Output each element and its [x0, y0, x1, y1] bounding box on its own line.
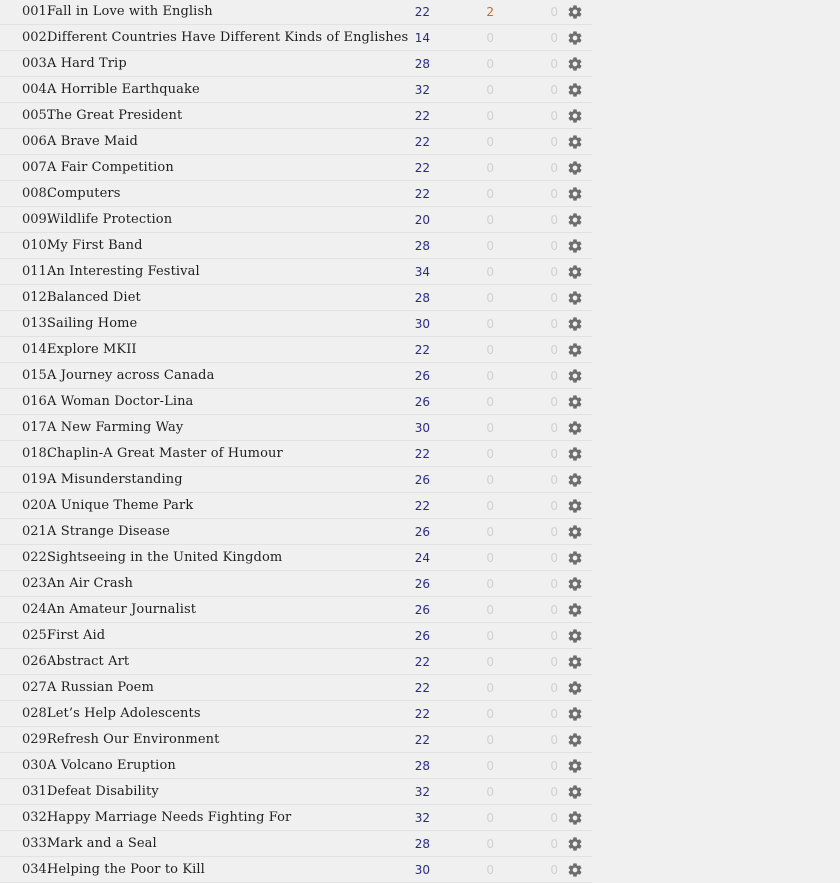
word-count-mastered: 0	[550, 421, 558, 435]
gear-icon[interactable]	[567, 290, 583, 306]
word-count-learned: 0	[486, 837, 494, 851]
lesson-row-022[interactable]	[0, 545, 592, 571]
word-count-mastered: 0	[550, 317, 558, 331]
gear-icon[interactable]	[567, 368, 583, 384]
lesson-title[interactable]: A Volcano Eruption	[47, 758, 176, 773]
word-count-learned: 0	[486, 629, 494, 643]
word-count-learned: 0	[486, 473, 494, 487]
lesson-title[interactable]: Mark and a Seal	[47, 836, 157, 851]
lesson-row-025[interactable]	[0, 623, 592, 649]
gear-icon[interactable]	[567, 108, 583, 124]
word-count-total: 30	[414, 317, 430, 331]
gear-icon[interactable]	[567, 82, 583, 98]
gear-icon[interactable]	[567, 758, 583, 774]
word-count-total: 26	[414, 369, 430, 383]
lesson-number: 026.	[22, 654, 51, 669]
lesson-row-028[interactable]	[0, 701, 592, 727]
lesson-number: 034.	[22, 862, 51, 877]
lesson-number: 018.	[22, 446, 51, 461]
gear-icon[interactable]	[567, 654, 583, 670]
lesson-row-015[interactable]	[0, 363, 592, 389]
word-count-mastered: 0	[550, 863, 558, 877]
gear-icon[interactable]	[567, 524, 583, 540]
word-count-total: 28	[414, 291, 430, 305]
lesson-title[interactable]: Computers	[47, 186, 121, 201]
lesson-title[interactable]: A Strange Disease	[47, 524, 170, 539]
word-count-mastered: 0	[550, 733, 558, 747]
lesson-row-005[interactable]	[0, 103, 592, 129]
word-count-total: 32	[414, 83, 430, 97]
word-count-learned: 0	[486, 603, 494, 617]
word-count-total: 28	[414, 57, 430, 71]
lesson-number: 025.	[22, 628, 51, 643]
word-count-total: 28	[414, 239, 430, 253]
word-count-mastered: 0	[550, 135, 558, 149]
gear-icon[interactable]	[567, 238, 583, 254]
lesson-title[interactable]: Refresh Our Environment	[47, 732, 220, 747]
word-count-mastered: 0	[550, 369, 558, 383]
gear-icon[interactable]	[567, 4, 583, 20]
lesson-row-009[interactable]	[0, 207, 592, 233]
lesson-number: 027.	[22, 680, 51, 695]
word-count-learned: 0	[486, 655, 494, 669]
lesson-number: 006.	[22, 134, 51, 149]
gear-icon[interactable]	[567, 602, 583, 618]
word-count-learned: 0	[486, 369, 494, 383]
word-count-mastered: 0	[550, 473, 558, 487]
word-count-learned: 0	[486, 707, 494, 721]
lesson-title[interactable]: A Journey across Canada	[47, 368, 215, 383]
word-count-mastered: 0	[550, 811, 558, 825]
word-count-mastered: 0	[550, 343, 558, 357]
gear-icon[interactable]	[567, 550, 583, 566]
lesson-number: 031.	[22, 784, 51, 799]
word-count-learned: 0	[486, 187, 494, 201]
word-count-total: 26	[414, 577, 430, 591]
lesson-title[interactable]: An Air Crash	[47, 576, 133, 591]
lesson-title[interactable]: An Amateur Journalist	[47, 602, 197, 617]
lesson-title[interactable]: Helping the Poor to Kill	[47, 862, 205, 877]
word-count-learned: 0	[486, 551, 494, 565]
lesson-row-026[interactable]	[0, 649, 592, 675]
gear-icon[interactable]	[567, 264, 583, 280]
lesson-title[interactable]: A Horrible Earthquake	[47, 82, 200, 97]
lesson-row-016[interactable]	[0, 389, 592, 415]
word-count-total: 22	[414, 187, 430, 201]
word-count-total: 32	[414, 811, 430, 825]
lesson-row-019[interactable]	[0, 467, 592, 493]
gear-icon[interactable]	[567, 316, 583, 332]
gear-icon[interactable]	[567, 862, 583, 878]
lesson-row-024[interactable]	[0, 597, 592, 623]
word-count-total: 22	[414, 707, 430, 721]
word-count-learned: 0	[486, 109, 494, 123]
lesson-number: 029.	[22, 732, 51, 747]
word-count-mastered: 0	[550, 681, 558, 695]
lesson-row-023[interactable]	[0, 571, 592, 597]
lesson-number: 022.	[22, 550, 51, 565]
word-count-mastered: 0	[550, 187, 558, 201]
word-count-mastered: 0	[550, 161, 558, 175]
gear-icon[interactable]	[567, 628, 583, 644]
word-count-total: 22	[414, 343, 430, 357]
gear-icon[interactable]	[567, 446, 583, 462]
gear-icon[interactable]	[567, 810, 583, 826]
word-count-mastered: 0	[550, 525, 558, 539]
word-count-total: 22	[414, 499, 430, 513]
word-count-learned: 0	[486, 265, 494, 279]
lesson-row-014[interactable]	[0, 337, 592, 363]
word-count-mastered: 0	[550, 57, 558, 71]
word-count-learned: 0	[486, 291, 494, 305]
word-count-learned: 0	[486, 135, 494, 149]
lesson-row-034[interactable]	[0, 857, 592, 883]
gear-icon[interactable]	[567, 836, 583, 852]
lesson-title[interactable]: A Brave Maid	[47, 134, 138, 149]
gear-icon[interactable]	[567, 212, 583, 228]
word-count-learned: 0	[486, 239, 494, 253]
word-count-learned: 2	[486, 5, 494, 19]
lesson-row-001[interactable]	[0, 0, 592, 25]
lesson-row-013[interactable]	[0, 311, 592, 337]
lesson-row-012[interactable]	[0, 285, 592, 311]
gear-icon[interactable]	[567, 680, 583, 696]
lesson-title[interactable]: A Unique Theme Park	[47, 498, 194, 513]
lesson-number: 009.	[22, 212, 51, 227]
lesson-title[interactable]: Explore MKII	[47, 342, 137, 357]
word-count-mastered: 0	[550, 629, 558, 643]
lesson-number: 012.	[22, 290, 51, 305]
lesson-number: 014.	[22, 342, 51, 357]
word-count-mastered: 0	[550, 31, 558, 45]
word-count-mastered: 0	[550, 551, 558, 565]
word-count-learned: 0	[486, 577, 494, 591]
word-count-mastered: 0	[550, 83, 558, 97]
gear-icon[interactable]	[567, 342, 583, 358]
lesson-title[interactable]: My First Band	[47, 238, 143, 253]
word-count-learned: 0	[486, 343, 494, 357]
word-count-learned: 0	[486, 499, 494, 513]
lesson-row-033[interactable]	[0, 831, 592, 857]
gear-icon[interactable]	[567, 420, 583, 436]
word-count-learned: 0	[486, 447, 494, 461]
lesson-number: 008.	[22, 186, 51, 201]
word-count-total: 22	[414, 655, 430, 669]
word-count-total: 22	[414, 5, 430, 19]
word-count-learned: 0	[486, 213, 494, 227]
word-count-total: 26	[414, 395, 430, 409]
lesson-row-004[interactable]	[0, 77, 592, 103]
word-count-learned: 0	[486, 57, 494, 71]
word-count-mastered: 0	[550, 291, 558, 305]
lesson-row-011[interactable]	[0, 259, 592, 285]
lesson-number: 010.	[22, 238, 51, 253]
word-count-mastered: 0	[550, 239, 558, 253]
word-count-mastered: 0	[550, 265, 558, 279]
word-count-learned: 0	[486, 83, 494, 97]
word-count-learned: 0	[486, 525, 494, 539]
lesson-row-032[interactable]	[0, 805, 592, 831]
gear-icon[interactable]	[567, 576, 583, 592]
word-count-total: 22	[414, 135, 430, 149]
gear-icon[interactable]	[567, 472, 583, 488]
lesson-row-027[interactable]	[0, 675, 592, 701]
word-count-mastered: 0	[550, 213, 558, 227]
word-count-total: 26	[414, 603, 430, 617]
lesson-title[interactable]: A New Farming Way	[47, 420, 184, 435]
lesson-number: 017.	[22, 420, 51, 435]
lesson-title[interactable]: Sightseeing in the United Kingdom	[47, 550, 283, 565]
gear-icon[interactable]	[567, 160, 583, 176]
word-count-total: 22	[414, 109, 430, 123]
word-count-total: 32	[414, 785, 430, 799]
lesson-number: 004.	[22, 82, 51, 97]
word-count-learned: 0	[486, 785, 494, 799]
lesson-number: 002.	[22, 30, 51, 45]
word-count-learned: 0	[486, 863, 494, 877]
lesson-number: 011.	[22, 264, 51, 279]
word-count-learned: 0	[486, 759, 494, 773]
gear-icon[interactable]	[567, 498, 583, 514]
lesson-title[interactable]: First Aid	[47, 628, 106, 643]
lesson-row-018[interactable]	[0, 441, 592, 467]
word-count-total: 30	[414, 421, 430, 435]
gear-icon[interactable]	[567, 784, 583, 800]
lesson-number: 016.	[22, 394, 51, 409]
word-count-total: 26	[414, 629, 430, 643]
lesson-row-029[interactable]	[0, 727, 592, 753]
word-count-total: 26	[414, 473, 430, 487]
word-count-mastered: 0	[550, 837, 558, 851]
lesson-title[interactable]: A Woman Doctor-Lina	[47, 394, 194, 409]
lesson-title[interactable]: Abstract Art	[47, 654, 130, 669]
word-count-mastered: 0	[550, 759, 558, 773]
lesson-number: 033.	[22, 836, 51, 851]
word-count-mastered: 0	[550, 603, 558, 617]
word-count-total: 20	[414, 213, 430, 227]
word-count-mastered: 0	[550, 5, 558, 19]
lesson-title[interactable]: Sailing Home	[47, 316, 138, 331]
lesson-title[interactable]: Chaplin-A Great Master of Humour	[47, 446, 283, 461]
lesson-number: 005.	[22, 108, 51, 123]
lesson-title[interactable]: Balanced Diet	[47, 290, 141, 305]
word-count-mastered: 0	[550, 395, 558, 409]
lesson-title[interactable]: A Hard Trip	[47, 56, 127, 71]
word-count-total: 22	[414, 681, 430, 695]
lesson-number: 021.	[22, 524, 51, 539]
lesson-row-003[interactable]	[0, 51, 592, 77]
lesson-row-031[interactable]	[0, 779, 592, 805]
word-count-learned: 0	[486, 681, 494, 695]
lesson-row-017[interactable]	[0, 415, 592, 441]
word-count-learned: 0	[486, 421, 494, 435]
lesson-row-002[interactable]	[0, 25, 592, 51]
gear-icon[interactable]	[567, 30, 583, 46]
lesson-number: 023.	[22, 576, 51, 591]
lesson-title[interactable]: Wildlife Protection	[47, 212, 173, 227]
lesson-number: 030.	[22, 758, 51, 773]
lesson-number: 013.	[22, 316, 51, 331]
lesson-title[interactable]: A Russian Poem	[47, 680, 154, 695]
lesson-number: 015.	[22, 368, 51, 383]
lesson-number: 024.	[22, 602, 51, 617]
word-count-total: 14	[414, 31, 430, 45]
word-count-mastered: 0	[550, 109, 558, 123]
lesson-title[interactable]: Different Countries Have Different Kinds of Englishes	[47, 30, 409, 45]
word-count-total: 24	[414, 551, 430, 565]
word-count-total: 28	[414, 759, 430, 773]
lesson-row-030[interactable]	[0, 753, 592, 779]
lesson-row-021[interactable]	[0, 519, 592, 545]
lesson-row-020[interactable]	[0, 493, 592, 519]
gear-icon[interactable]	[567, 706, 583, 722]
gear-icon[interactable]	[567, 732, 583, 748]
lesson-title[interactable]: A Misunderstanding	[47, 472, 183, 487]
gear-icon[interactable]	[567, 186, 583, 202]
lesson-title[interactable]: Fall in Love with English	[47, 4, 213, 19]
gear-icon[interactable]	[567, 56, 583, 72]
word-count-learned: 0	[486, 395, 494, 409]
word-count-total: 28	[414, 837, 430, 851]
lesson-title[interactable]: Let’s Help Adolescents	[47, 706, 201, 721]
lesson-title[interactable]: The Great President	[47, 108, 183, 123]
word-count-total: 22	[414, 161, 430, 175]
word-count-learned: 0	[486, 31, 494, 45]
lesson-title[interactable]: Happy Marriage Needs Fighting For	[47, 810, 292, 825]
word-count-total: 22	[414, 447, 430, 461]
word-count-total: 34	[414, 265, 430, 279]
lesson-number: 001.	[22, 4, 51, 19]
lesson-row-010[interactable]	[0, 233, 592, 259]
lesson-row-008[interactable]	[0, 181, 592, 207]
lesson-number: 020.	[22, 498, 51, 513]
word-count-total: 30	[414, 863, 430, 877]
word-count-learned: 0	[486, 733, 494, 747]
lesson-number: 028.	[22, 706, 51, 721]
lesson-title[interactable]: A Fair Competition	[47, 160, 174, 175]
lesson-number: 007.	[22, 160, 51, 175]
word-count-mastered: 0	[550, 499, 558, 513]
word-count-mastered: 0	[550, 447, 558, 461]
lesson-row-006[interactable]	[0, 129, 592, 155]
lesson-number: 032.	[22, 810, 51, 825]
lesson-number: 003.	[22, 56, 51, 71]
gear-icon[interactable]	[567, 134, 583, 150]
word-count-mastered: 0	[550, 785, 558, 799]
gear-icon[interactable]	[567, 394, 583, 410]
word-count-total: 22	[414, 733, 430, 747]
lesson-number: 019.	[22, 472, 51, 487]
word-count-learned: 0	[486, 317, 494, 331]
lesson-title[interactable]: An Interesting Festival	[47, 264, 200, 279]
lesson-row-007[interactable]	[0, 155, 592, 181]
word-count-learned: 0	[486, 161, 494, 175]
lesson-title[interactable]: Defeat Disability	[47, 784, 159, 799]
word-count-mastered: 0	[550, 577, 558, 591]
word-count-total: 26	[414, 525, 430, 539]
word-count-mastered: 0	[550, 655, 558, 669]
word-count-mastered: 0	[550, 707, 558, 721]
word-count-learned: 0	[486, 811, 494, 825]
